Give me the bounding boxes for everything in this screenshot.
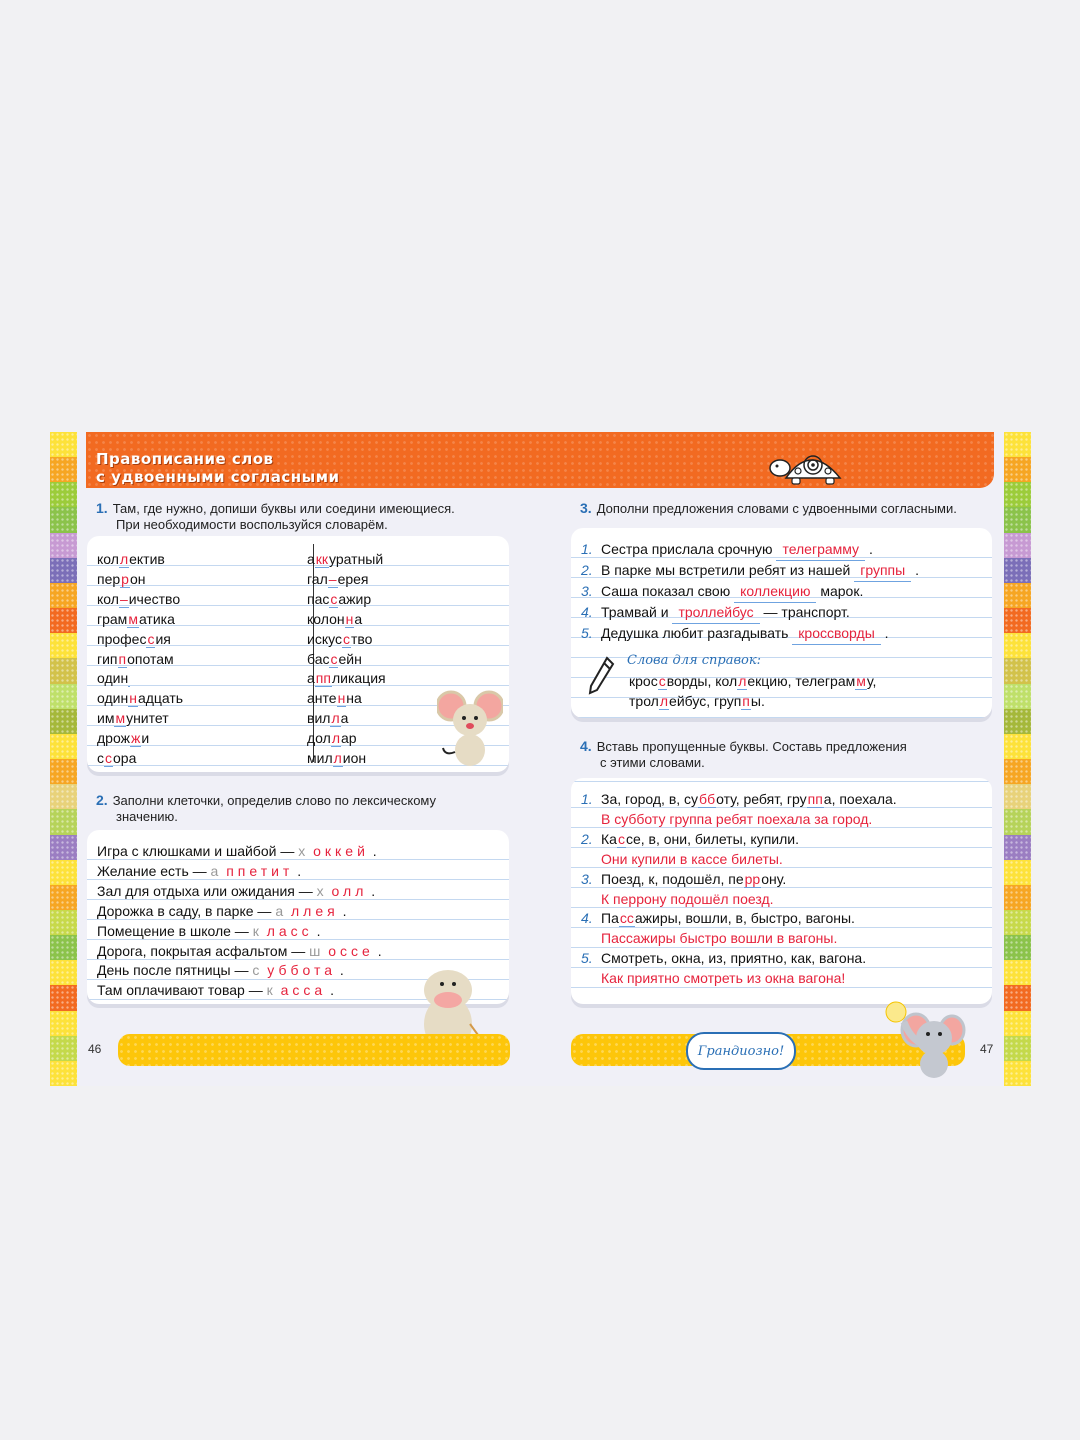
stripe-block [50, 784, 77, 809]
inserted-letter: п [118, 650, 127, 667]
task4-rows [581, 790, 897, 989]
inserted-letter: н [129, 690, 137, 707]
word-part: а [354, 610, 363, 627]
word-part: мил [307, 750, 333, 767]
inserted-letter: л [119, 551, 129, 567]
word-part: один [97, 690, 129, 707]
sentence-row [581, 603, 919, 624]
word-part: один [97, 670, 129, 687]
sentence-after: . [911, 561, 919, 578]
word-item [307, 590, 386, 610]
word-part: ликация [331, 670, 386, 687]
word-part: пер [97, 570, 121, 587]
word-item [97, 729, 183, 749]
stripe-block [1004, 809, 1031, 834]
title-banner [86, 432, 994, 488]
inserted-letter: р [121, 570, 129, 587]
stripe-block [1004, 583, 1031, 608]
crossword-row [97, 961, 382, 981]
composed-sentence: Пассажиры быстро вошли в вагоны. [601, 930, 838, 947]
word-part: уратный [329, 551, 384, 567]
crossword-row [97, 981, 382, 1001]
definition-text: Зал для отдыха или ожидания — [97, 882, 317, 899]
answer-letters: оссе [320, 942, 374, 959]
answer-letters: ласс [258, 922, 313, 939]
stripe-block [1004, 633, 1031, 658]
stripe-block [1004, 684, 1031, 709]
word-part: атика [138, 610, 175, 627]
word-part: гал [307, 570, 328, 587]
word-item [307, 729, 386, 749]
given-letter: к [266, 982, 273, 999]
inserted-letter: с [147, 630, 155, 647]
word-item [97, 650, 183, 670]
task4-number: 4. [580, 738, 592, 754]
reference-words [629, 672, 876, 712]
word-part: Ка [601, 830, 617, 847]
word-part: дрож [97, 730, 130, 747]
page-number-right: 47 [980, 1042, 994, 1056]
stripe-block [50, 507, 77, 532]
stripe-block [50, 985, 77, 1010]
sentence-after: . [880, 624, 889, 641]
task1-text-line2: При необходимости воспользуйся словарём. [116, 517, 388, 532]
word-part: унитет [126, 710, 169, 727]
turtle-illustration [766, 438, 852, 488]
inserted-letter: н [337, 690, 346, 707]
word-part: ейн [338, 650, 362, 667]
task3-card [571, 528, 992, 718]
inserted-letter: л [331, 730, 340, 747]
definition-text: Помещение в школе — [97, 922, 253, 939]
row-end: . [293, 862, 302, 879]
answer-letters: оккей [305, 843, 369, 859]
word-part: се, в, они, билеты, купили. [625, 830, 799, 847]
stripe-block [50, 558, 77, 583]
word-part: а [340, 710, 349, 727]
stripe-block [1004, 935, 1031, 960]
word-part: ажиры, вошли, в, быстро, вагоны. [634, 910, 855, 927]
inserted-letter: ж [130, 730, 141, 747]
word-part: профес [97, 630, 147, 647]
answer-letters: ппетит [218, 862, 294, 879]
answer-blank: группы [854, 561, 911, 582]
answer-letters: уббота [259, 962, 336, 979]
answer-letters: олл [323, 882, 368, 899]
word-item [97, 669, 183, 689]
reference-title: Слова для справок: [627, 653, 762, 668]
stripe-block [1004, 784, 1031, 809]
stripe-block [50, 709, 77, 734]
inserted-letter: н [345, 610, 354, 627]
stripe-block [50, 835, 77, 860]
item-number: 2. [581, 561, 593, 578]
word-part: опотам [127, 650, 174, 667]
item-number: 4. [581, 603, 593, 620]
word-part: Смотреть, окна, из, приятно, как, вагона. [601, 950, 867, 967]
word-part: а [307, 551, 315, 567]
task4-text-line2: с этими словами. [600, 755, 705, 770]
inserted-letter: пп [315, 670, 331, 687]
word-item [307, 749, 386, 769]
word-item [97, 689, 183, 709]
stripe-block [50, 759, 77, 784]
word-part: ерея [337, 570, 369, 587]
composed-sentence: Они купили в кассе билеты. [601, 850, 783, 867]
sentence-row [581, 582, 919, 603]
inserted-letter: л [659, 692, 669, 709]
sentence-after: марок. [816, 582, 864, 599]
book-spread [50, 432, 1031, 1086]
stripe-block [50, 457, 77, 482]
word-item [307, 689, 386, 709]
word-item [307, 650, 386, 670]
word-part: и [141, 730, 150, 747]
word-part: у, [866, 673, 877, 689]
page-title-line1: Правописание слов [96, 450, 274, 468]
task2-text-line1: Заполни клеточки, определив слово по лексическому [112, 793, 437, 808]
stripe-block [1004, 835, 1031, 860]
word-part: пас [307, 590, 330, 607]
word-part: он [129, 570, 146, 587]
row-end: . [368, 843, 377, 859]
pencil-icon [587, 656, 615, 696]
word-part: оту, ребят, гру [716, 791, 807, 807]
word-part: ичество [128, 590, 181, 607]
inserted-letter: м [856, 673, 866, 689]
inserted-letter: л [333, 750, 342, 767]
word-part: искус [307, 630, 342, 647]
word-item [97, 570, 183, 590]
crossword-row [97, 862, 382, 882]
item-number: 3. [581, 870, 593, 887]
word-part: За, город, в, су [601, 791, 699, 807]
inserted-letter: с [342, 630, 350, 647]
answer-blank: троллейбус [672, 603, 759, 624]
word-item [97, 749, 183, 769]
stripe-block [50, 885, 77, 910]
task1-text-line1: Там, где нужно, допиши буквы или соедини имеющиеся. [112, 501, 455, 516]
item-number: 2. [581, 830, 593, 847]
task2-text-line2: значению. [116, 809, 178, 824]
answer-blank: кроссворды [792, 624, 880, 645]
left-color-stripe [50, 432, 77, 1086]
stripe-block [50, 935, 77, 960]
stripe-block [50, 533, 77, 558]
stripe-block [50, 583, 77, 608]
task2-rows [97, 842, 382, 1001]
stripe-block [50, 860, 77, 885]
given-letter: а [210, 862, 219, 879]
stripe-block [1004, 734, 1031, 759]
word-part: ы. [750, 692, 765, 709]
inserted-letter [128, 670, 130, 687]
task3-instruction [580, 500, 957, 517]
row-end: . [336, 962, 344, 979]
answer-blank: телеграмму [776, 540, 865, 561]
stripe-block [1004, 1011, 1031, 1036]
stripe-block [1004, 885, 1031, 910]
word-item [97, 630, 183, 650]
inserted-letter: бб [699, 791, 716, 807]
stripe-block [1004, 658, 1031, 683]
sentence-row [581, 624, 919, 645]
sentence-before: В парке мы встретили ребят из нашей [601, 561, 855, 578]
word-part: грам [97, 610, 128, 627]
word-item [307, 709, 386, 729]
word-part: ворды, кол [666, 673, 738, 689]
word-part: кол [97, 551, 119, 567]
praise-text: Грандиозно! [697, 1043, 785, 1059]
stripe-block [50, 809, 77, 834]
task3-rows [581, 540, 919, 645]
crossword-row [97, 882, 382, 902]
word-part: тво [350, 630, 373, 647]
row-end: . [367, 882, 376, 899]
word-item [307, 630, 386, 650]
item-number: 3. [581, 582, 593, 599]
definition-text: Дорога, покрытая асфальтом — [97, 942, 310, 959]
inserted-letter: п [742, 692, 750, 709]
word-part: екцию, телеграм [747, 673, 856, 689]
definition-text: Там оплачивают товар — [97, 982, 267, 999]
word-item [307, 550, 386, 570]
definition-text: День после пятницы — [97, 962, 253, 979]
stripe-block [50, 482, 77, 507]
stripe-block [50, 910, 77, 935]
word-item [97, 550, 183, 570]
task1-column-right [307, 550, 386, 769]
stripe-block [50, 633, 77, 658]
definition-text: Желание есть — [97, 862, 211, 879]
word-list-row [581, 870, 897, 890]
stripe-block [1004, 533, 1031, 558]
inserted-letter: м [128, 610, 138, 627]
stripe-block [1004, 558, 1031, 583]
answer-blank: коллекцию [734, 582, 816, 603]
word-item [97, 610, 183, 630]
inserted-letter: – [119, 590, 128, 607]
word-part: Поезд, к, подошёл, пе [601, 870, 744, 887]
stripe-block [50, 960, 77, 985]
answer-letters: асса [272, 982, 327, 999]
sentence-row [581, 540, 919, 561]
inserted-letter: л [331, 710, 340, 727]
stripe-block [50, 658, 77, 683]
answer-letters: ллея [283, 902, 339, 919]
word-item [97, 590, 183, 610]
task1-column-left [97, 550, 183, 769]
word-part: ону. [761, 870, 787, 887]
word-part: ион [342, 750, 367, 767]
word-item [307, 669, 386, 689]
given-letter: а [275, 902, 284, 919]
inserted-letter: кк [315, 551, 329, 567]
stripe-block [50, 1036, 77, 1061]
word-part: гип [97, 650, 118, 667]
composed-sentence: В субботу группа ребят поехала за город. [601, 810, 873, 827]
sentence-before: Трамвай и [601, 603, 673, 620]
given-letter: х [316, 882, 324, 899]
stripe-block [50, 1011, 77, 1036]
stripe-block [1004, 709, 1031, 734]
footer-bar-left [118, 1034, 510, 1066]
inserted-letter: с [330, 650, 338, 667]
word-part: дол [307, 730, 331, 747]
word-part: колон [307, 610, 345, 627]
word-part: трол [629, 692, 659, 709]
stripe-block [1004, 910, 1031, 935]
task1-card [87, 536, 509, 772]
row-end: . [312, 922, 321, 939]
stripe-block [1004, 608, 1031, 633]
stripe-block [1004, 432, 1031, 457]
stripe-block [1004, 482, 1031, 507]
stripe-block [1004, 457, 1031, 482]
task3-number: 3. [580, 500, 592, 516]
word-part: Па [601, 910, 619, 927]
word-item [97, 709, 183, 729]
word-part: ажир [338, 590, 372, 607]
sentence-after: . [865, 541, 873, 557]
inserted-letter: м [115, 710, 126, 727]
reference-line [629, 692, 876, 712]
task4-text-line1: Вставь пропущенные буквы. Составь предложения [596, 739, 907, 754]
word-part: им [97, 710, 115, 727]
stripe-block [50, 608, 77, 633]
stripe-block [1004, 985, 1031, 1010]
stripe-block [1004, 860, 1031, 885]
stripe-block [1004, 1061, 1031, 1086]
word-part: крос [629, 673, 658, 689]
inserted-letter: с [617, 830, 625, 847]
row-end: . [373, 942, 382, 959]
crossword-row [97, 922, 382, 942]
task1-number: 1. [96, 500, 108, 516]
task4-instruction [580, 738, 907, 771]
page-number-left: 46 [88, 1042, 102, 1056]
row-end: . [338, 902, 347, 919]
sentence-before: Саша показал свою [601, 582, 735, 599]
word-part: ар [341, 730, 357, 747]
task2-instruction [96, 792, 436, 825]
word-part: на [346, 690, 362, 707]
item-number: 5. [581, 950, 593, 967]
stripe-block [1004, 507, 1031, 532]
word-part: с [97, 750, 104, 767]
task2-number: 2. [96, 792, 108, 808]
sentence-row [581, 561, 919, 582]
stripe-block [50, 1061, 77, 1086]
stripe-block [1004, 1036, 1031, 1061]
stripe-block [50, 432, 77, 457]
word-list-row [581, 909, 897, 929]
word-part: вил [307, 710, 331, 727]
sentence-before: Сестра прислала срочную [601, 541, 777, 557]
inserted-letter: с [658, 673, 666, 689]
stripe-block [1004, 759, 1031, 784]
inserted-letter: с [330, 590, 338, 607]
word-part: кол [97, 590, 119, 607]
inserted-letter: пп [807, 791, 823, 807]
word-item [307, 570, 386, 590]
row-end: . [326, 982, 334, 999]
item-number: 1. [581, 791, 593, 807]
word-list-row [581, 830, 897, 850]
right-color-stripe [1004, 432, 1031, 1086]
reference-line [629, 672, 876, 692]
composed-sentence: К перрону подошёл поезд. [601, 890, 774, 907]
stripe-block [1004, 960, 1031, 985]
sentence-after: — транспорт. [759, 603, 850, 620]
crossword-row [97, 842, 382, 862]
inserted-letter: сс [619, 910, 634, 927]
word-part: ейбус, груп [669, 692, 742, 709]
word-part: адцать [137, 690, 184, 707]
given-letter: х [298, 843, 306, 859]
word-item [307, 610, 386, 630]
praise-bubble [686, 1032, 796, 1070]
word-part: ектив [129, 551, 165, 567]
item-number: 1. [581, 541, 593, 557]
sentence-before: Дедушка любит разгадывать [601, 624, 793, 641]
crossword-row [97, 902, 382, 922]
word-part: анте [307, 690, 337, 707]
inserted-letter: – [328, 570, 337, 587]
word-part: а [307, 670, 315, 687]
word-part: ия [155, 630, 171, 647]
given-letter: ш [309, 942, 321, 959]
task4-card [571, 778, 992, 1004]
crossword-row [97, 942, 382, 962]
definition-text: Дорожка в саду, в парке — [97, 902, 276, 919]
inserted-letter: рр [744, 870, 761, 887]
page-title-line2: с удвоенными согласными [96, 468, 340, 486]
word-part: бас [307, 650, 330, 667]
given-letter: с [252, 962, 260, 979]
definition-text: Игра с клюшками и шайбой — [97, 843, 299, 859]
item-number: 4. [581, 910, 593, 927]
composed-sentence: Как приятно смотреть из окна вагона! [601, 970, 846, 987]
word-part: ора [113, 750, 137, 767]
inserted-letter: л [738, 673, 747, 689]
inserted-letter: с [105, 750, 112, 767]
word-list-row [581, 790, 897, 810]
stripe-block [50, 734, 77, 759]
task3-text: Дополни предложения словами с удвоенными согласными. [596, 501, 957, 516]
elephant-illustration [876, 994, 966, 1080]
given-letter: к [252, 922, 259, 939]
word-list-row [581, 949, 897, 969]
word-part: а, поехала. [823, 791, 897, 807]
mouse-illustration [437, 686, 503, 768]
stripe-block [50, 684, 77, 709]
task1-instruction [96, 500, 455, 533]
item-number: 5. [581, 624, 593, 641]
